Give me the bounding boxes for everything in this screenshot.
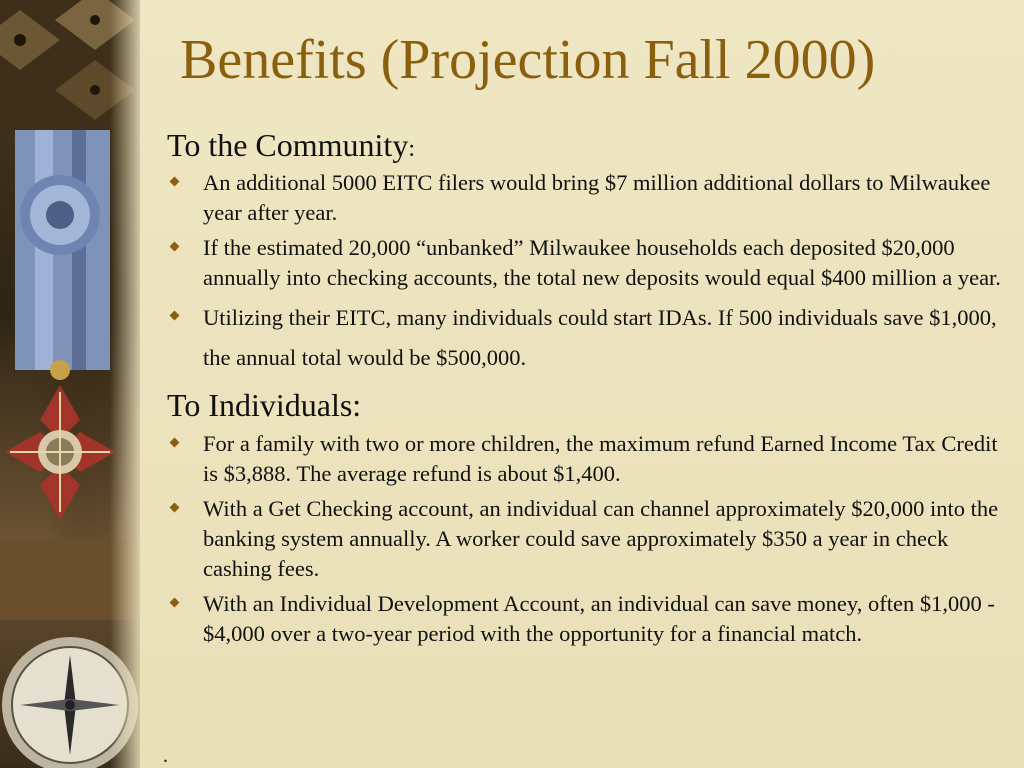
list-item — [167, 494, 1002, 584]
diamond-bullet-icon — [170, 311, 180, 321]
section-heading-community — [167, 126, 1002, 164]
list-item — [167, 298, 1002, 378]
trailing-period: . — [163, 745, 168, 767]
individuals-bullet-list — [167, 429, 1002, 649]
ribbon-icon — [15, 130, 110, 370]
slide-content — [167, 126, 1002, 654]
collage-illustration — [0, 0, 140, 768]
list-item — [167, 589, 1002, 649]
list-item — [167, 168, 1002, 228]
diamond-bullet-icon — [170, 597, 180, 607]
bullet-text: With a Get Checking account, an individual can channel approximately $20,000 into the banking system annually. A worker could save approximately $350 a year in check cashing fees. — [203, 495, 999, 581]
medal-cross-icon — [5, 360, 115, 520]
list-item — [167, 233, 1002, 293]
slide-title: Benefits (Projection Fall 2000) — [180, 29, 876, 91]
community-bullet-list — [167, 168, 1002, 378]
bullet-text: For a family with two or more children, the maximum refund Earned Income Tax Credit is $3,888. The average refund is about $1,400. — [203, 430, 998, 486]
diamond-bullet-icon — [170, 177, 180, 187]
list-item — [167, 429, 1002, 489]
bullet-text: Utilizing their EITC, many individuals could start IDAs. If 500 individuals save $1,000, the annual total would be $500,000. — [203, 305, 997, 371]
section-heading-individuals: To Individuals: — [167, 387, 362, 424]
quilt-pattern-icon — [0, 0, 140, 130]
bullet-text: If the estimated 20,000 “unbanked” Milwaukee households each deposited $20,000 annually into checking accounts, the total new deposits would equal $400 million a year. — [203, 235, 1001, 291]
diamond-bullet-icon — [170, 502, 180, 512]
section-heading-colon: : — [408, 136, 415, 162]
diamond-bullet-icon — [170, 242, 180, 252]
compass-icon — [2, 637, 138, 768]
diamond-bullet-icon — [170, 437, 180, 447]
bullet-text: With an Individual Development Account, an individual can save money, often $1,000 - $4,000 over a two-year period with the opportunity for a financial match. — [203, 590, 995, 646]
bullet-text: An additional 5000 EITC filers would bring $7 million additional dollars to Milwaukee year after year. — [203, 170, 991, 226]
decorative-collage-image — [0, 0, 140, 768]
section-heading-text: To the Community — [167, 127, 409, 163]
